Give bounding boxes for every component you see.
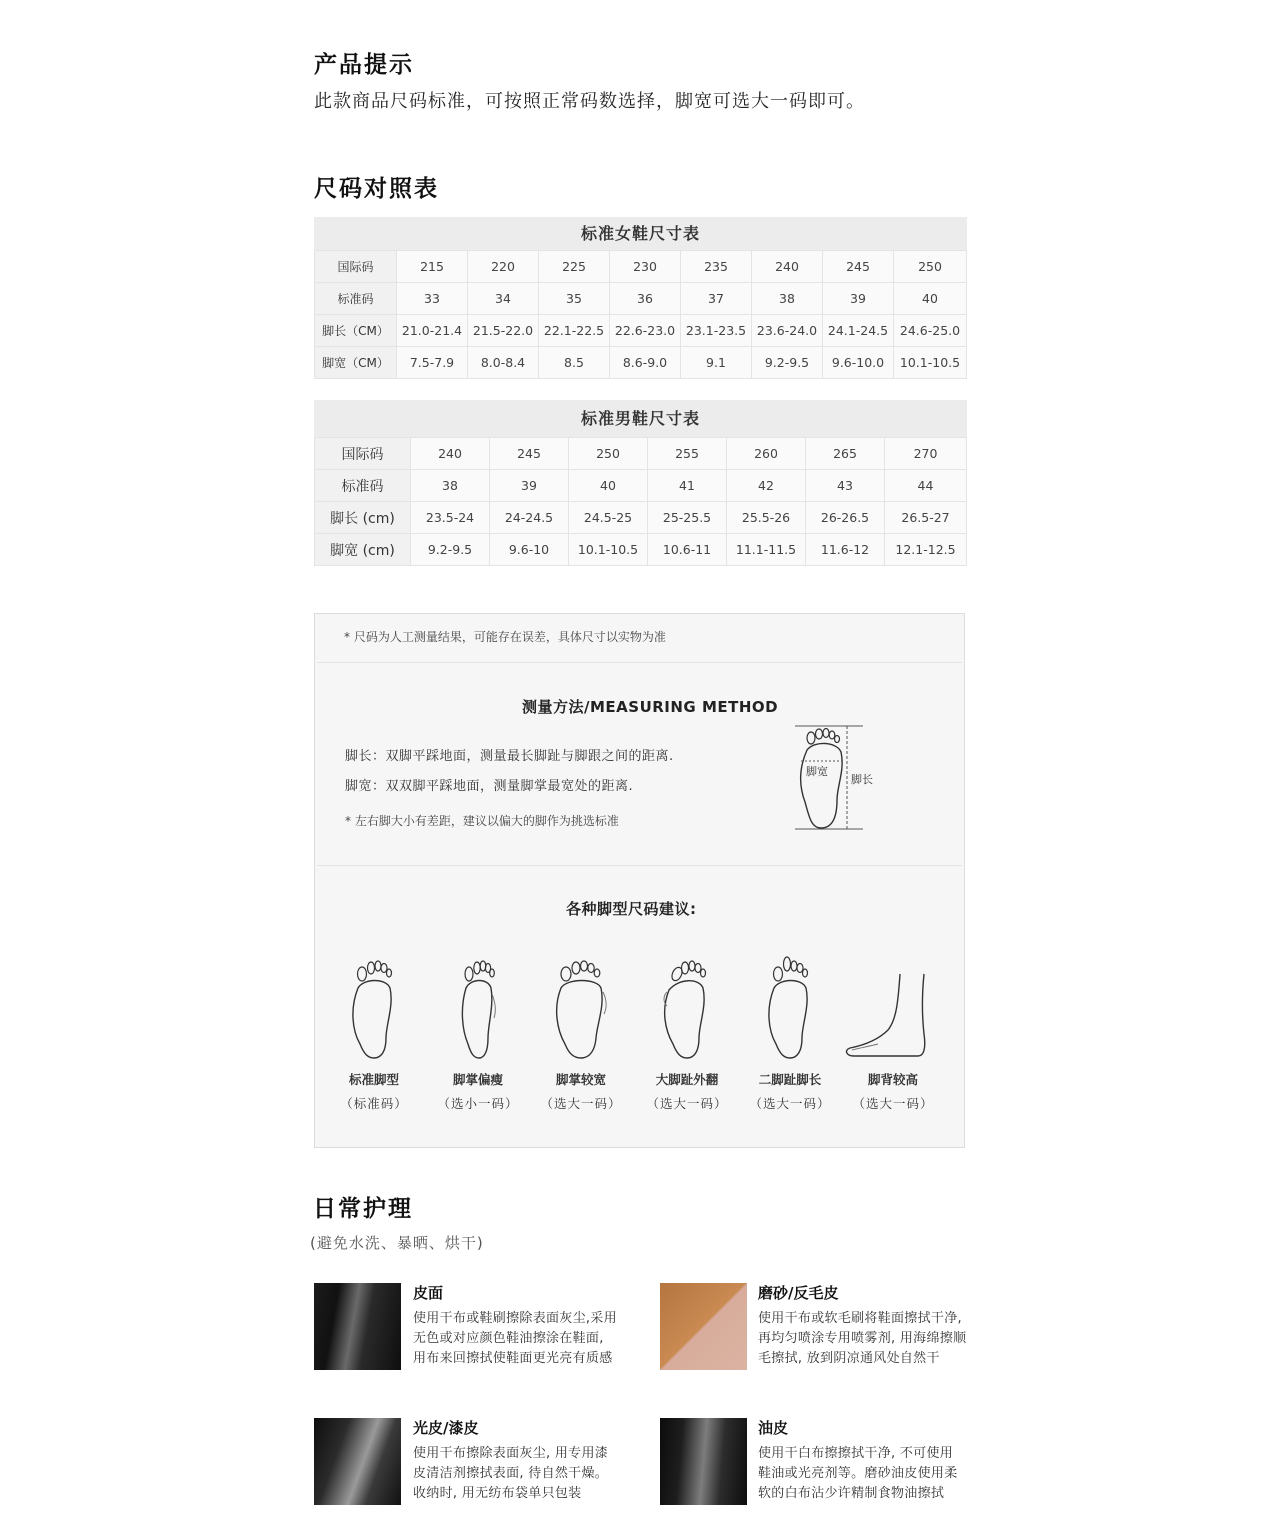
high-instep-foot-icon xyxy=(840,954,930,1060)
foot-type-high-instep: 脚背较高 （选大一码） xyxy=(845,954,941,1112)
table-cell: 22.6-23.0 xyxy=(610,315,681,347)
table-cell: 245 xyxy=(823,251,894,283)
table-cell: 25-25.5 xyxy=(648,502,727,534)
table-cell: 260 xyxy=(727,438,806,470)
table-cell: 9.6-10.0 xyxy=(823,347,894,379)
table-cell: 40 xyxy=(894,283,967,315)
table-cell: 39 xyxy=(823,283,894,315)
table-cell: 23.1-23.5 xyxy=(681,315,752,347)
table-cell: 24.1-24.5 xyxy=(823,315,894,347)
standard-foot-icon xyxy=(344,954,404,1060)
row-header: 脚宽 (cm) xyxy=(315,534,411,566)
table-cell: 25.5-26 xyxy=(727,502,806,534)
table-cell: 7.5-7.9 xyxy=(397,347,468,379)
table-row xyxy=(315,438,967,470)
table-cell: 21.0-21.4 xyxy=(397,315,468,347)
table-cell: 240 xyxy=(752,251,823,283)
foot-type-thin: 脚掌偏瘦 （选小一码） xyxy=(430,954,526,1112)
table-cell: 8.6-9.0 xyxy=(610,347,681,379)
long-second-toe-foot-icon xyxy=(760,954,820,1060)
table-cell: 22.1-22.5 xyxy=(539,315,610,347)
table-cell: 215 xyxy=(397,251,468,283)
diagram-width-label: 脚宽 xyxy=(806,765,828,778)
table-cell: 44 xyxy=(885,470,967,502)
table-cell: 24.5-25 xyxy=(569,502,648,534)
table-cell: 9.2-9.5 xyxy=(752,347,823,379)
table-cell: 9.2-9.5 xyxy=(411,534,490,566)
table-cell: 35 xyxy=(539,283,610,315)
foot-difference-note: * 左右脚大小有差距，建议以偏大的脚作为挑选标准 xyxy=(345,814,619,828)
table-cell: 10.1-10.5 xyxy=(569,534,648,566)
table-cell: 43 xyxy=(806,470,885,502)
table-row xyxy=(315,534,967,566)
table-cell: 33 xyxy=(397,283,468,315)
table-cell: 11.1-11.5 xyxy=(727,534,806,566)
leather-swatch-image xyxy=(314,1283,401,1370)
table-row xyxy=(315,283,967,315)
care-item-title: 油皮 xyxy=(758,1419,789,1437)
foot-type-wide: 脚掌较宽 （选大一码） xyxy=(533,954,629,1112)
care-item-title: 皮面 xyxy=(413,1284,444,1302)
thin-foot-icon xyxy=(448,954,508,1060)
table-cell: 235 xyxy=(681,251,752,283)
row-header: 标准码 xyxy=(315,283,397,315)
care-item-title: 光皮/漆皮 xyxy=(413,1419,479,1437)
table-cell: 39 xyxy=(490,470,569,502)
table-cell: 10.1-10.5 xyxy=(894,347,967,379)
care-title: 日常护理 xyxy=(313,1196,413,1222)
table-cell: 255 xyxy=(648,438,727,470)
table-cell: 34 xyxy=(468,283,539,315)
table-cell: 12.1-12.5 xyxy=(885,534,967,566)
wide-foot-icon xyxy=(551,954,611,1060)
table-cell: 250 xyxy=(894,251,967,283)
row-header: 国际码 xyxy=(315,251,397,283)
table-cell: 42 xyxy=(727,470,806,502)
table-cell: 8.0-8.4 xyxy=(468,347,539,379)
foot-measure-diagram-icon xyxy=(785,720,895,836)
care-item-desc: 使用干布或软毛刷将鞋面擦拭干净, 再均匀喷涂专用喷雾剂, 用海绵擦顺 毛擦拭, 放到阴凉通风处自然干 xyxy=(758,1311,967,1366)
table-cell: 9.1 xyxy=(681,347,752,379)
table-cell: 21.5-22.0 xyxy=(468,315,539,347)
measurement-note: * 尺码为人工测量结果，可能存在误差，具体尺寸以实物为准 xyxy=(344,630,666,644)
table-cell: 250 xyxy=(569,438,648,470)
table-cell: 230 xyxy=(610,251,681,283)
table-cell: 23.6-24.0 xyxy=(752,315,823,347)
table-cell: 37 xyxy=(681,283,752,315)
foot-type-standard: 标准脚型 （标准码） xyxy=(326,954,422,1112)
women-size-table xyxy=(314,217,967,379)
width-method-text: 脚宽：双双脚平踩地面，测量脚掌最宽处的距离. xyxy=(345,779,634,794)
tip-text: 此款商品尺码标准，可按照正常码数选择，脚宽可选大一码即可。 xyxy=(314,91,865,112)
care-subtitle: (避免水洗、暴晒、烘干) xyxy=(310,1234,484,1252)
table-cell: 26-26.5 xyxy=(806,502,885,534)
men-table-title: 标准男鞋尺寸表 xyxy=(314,400,967,437)
size-chart-title: 尺码对照表 xyxy=(314,176,439,202)
table-cell: 225 xyxy=(539,251,610,283)
care-item-desc: 使用干白布擦擦拭干净, 不可使用 鞋油或光亮剂等。磨砂油皮使用柔 软的白布沾少许精制食物油擦拭 xyxy=(758,1446,958,1501)
table-cell: 270 xyxy=(885,438,967,470)
diagram-length-label: 脚长 xyxy=(851,773,873,786)
row-header: 脚长 (cm) xyxy=(315,502,411,534)
table-cell: 24.6-25.0 xyxy=(894,315,967,347)
foot-type-long-second-toe: 二脚趾脚长 （选大一码） xyxy=(742,954,838,1112)
table-cell: 36 xyxy=(610,283,681,315)
table-cell: 38 xyxy=(411,470,490,502)
method-title: 测量方法/MEASURING METHOD xyxy=(522,698,779,716)
bunion-foot-icon xyxy=(657,954,717,1060)
table-row xyxy=(315,502,967,534)
foot-type-bunion: 大脚趾外翻 （选大一码） xyxy=(639,954,735,1112)
tip-title: 产品提示 xyxy=(314,52,414,78)
table-cell: 8.5 xyxy=(539,347,610,379)
length-method-text: 脚长：双脚平踩地面，测量最长脚趾与脚跟之间的距离. xyxy=(345,749,674,764)
table-cell: 24-24.5 xyxy=(490,502,569,534)
row-header: 脚长（CM） xyxy=(315,315,397,347)
suede-swatch-image xyxy=(660,1283,747,1370)
table-cell: 245 xyxy=(490,438,569,470)
table-row xyxy=(315,470,967,502)
care-item-desc: 使用干布擦除表面灰尘, 用专用漆 皮清洁剂擦拭表面, 待自然干燥。 收纳时, 用无纺布袋单只包装 xyxy=(413,1446,609,1501)
foot-types-title: 各种脚型尺码建议: xyxy=(566,900,697,918)
table-row xyxy=(315,251,967,283)
measuring-guide xyxy=(314,613,965,1148)
table-cell: 11.6-12 xyxy=(806,534,885,566)
row-header: 标准码 xyxy=(315,470,411,502)
table-cell: 220 xyxy=(468,251,539,283)
table-row xyxy=(315,347,967,379)
table-cell: 9.6-10 xyxy=(490,534,569,566)
table-cell: 23.5-24 xyxy=(411,502,490,534)
table-cell: 240 xyxy=(411,438,490,470)
table-cell: 41 xyxy=(648,470,727,502)
table-row xyxy=(315,315,967,347)
care-item-desc: 使用干布或鞋刷擦除表面灰尘,采用 无色或对应颜色鞋油擦涂在鞋面, 用布来回擦拭使鞋面更光亮有质感 xyxy=(413,1311,617,1366)
care-item-title: 磨砂/反毛皮 xyxy=(758,1284,839,1302)
row-header: 国际码 xyxy=(315,438,411,470)
table-cell: 10.6-11 xyxy=(648,534,727,566)
patent-swatch-image xyxy=(314,1418,401,1505)
table-cell: 40 xyxy=(569,470,648,502)
row-header: 脚宽（CM） xyxy=(315,347,397,379)
women-table-title: 标准女鞋尺寸表 xyxy=(314,217,967,250)
table-cell: 265 xyxy=(806,438,885,470)
men-size-table xyxy=(314,400,967,566)
table-cell: 26.5-27 xyxy=(885,502,967,534)
oil-leather-swatch-image xyxy=(660,1418,747,1505)
table-cell: 38 xyxy=(752,283,823,315)
